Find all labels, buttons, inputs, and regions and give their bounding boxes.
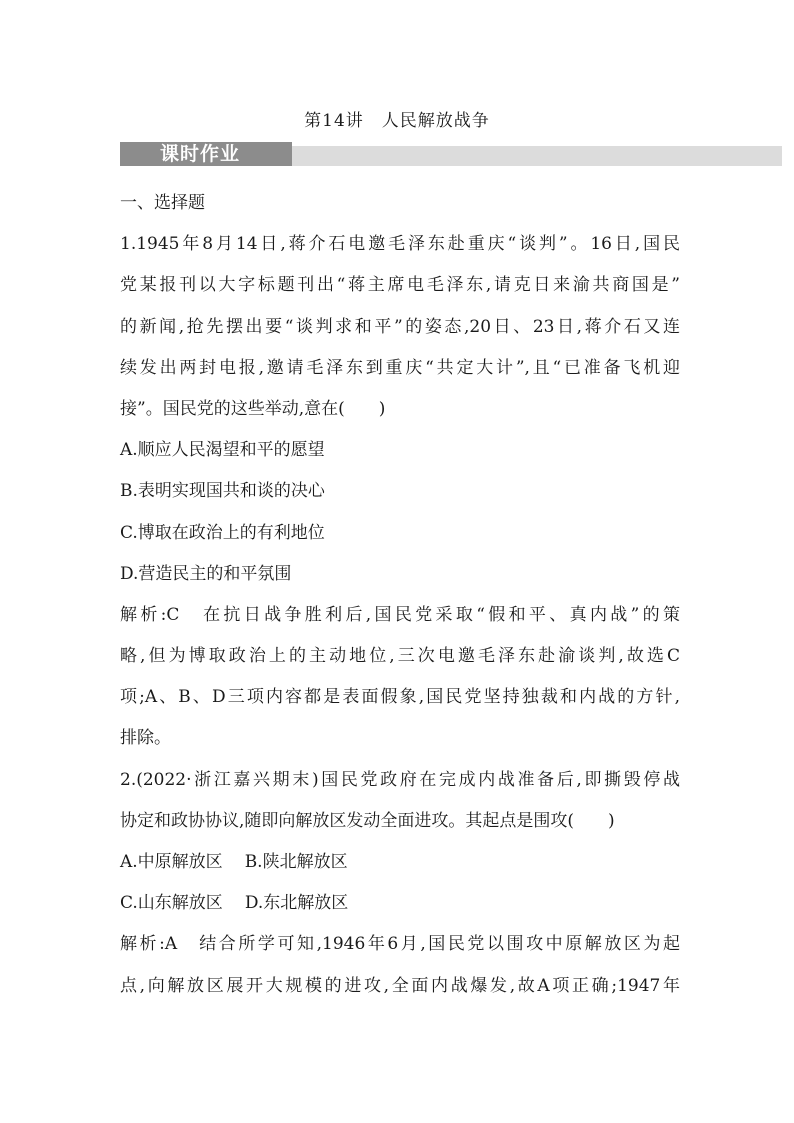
question-1-analysis-line: 项;A、B、D三项内容都是表面假象,国民党坚持独裁和内战的方针, [120,687,680,708]
question-2-option-b: B.陕北解放区 [244,852,348,872]
question-2-analysis-line: 解析:A 结合所学可知,1946年6月,国民党以围攻中原解放区为起 [120,934,680,955]
question-1-line: 党某报刊以大字标题刊出“蒋主席电毛泽东,请克日来渝共商国是” [120,275,680,296]
question-1-option-b: B.表明实现国共和谈的决心 [120,481,325,502]
question-1 [120,224,680,759]
banner-label: 课时作业 [120,142,292,166]
question-1-analysis-line: 略,但为博取政治上的主动地位,三次电邀毛泽东赴渝谈判,故选C [120,646,680,667]
question-2-line: 2.(2022·浙江嘉兴期末)国民党政府在完成内战准备后,即撕毁停战 [120,769,680,790]
question-1-option-d: D.营造民主的和平氛围 [120,563,292,584]
section-banner [120,142,782,166]
question-2 [120,760,680,1007]
question-1-line: 的新闻,抢先摆出要“谈判求和平”的姿态,20日、23日,蒋介石又连 [120,316,680,337]
question-2-analysis-line: 点,向解放区展开大规模的进攻,全面内战爆发,故A项正确;1947年 [120,975,680,996]
question-1-analysis-line: 排除。 [120,728,171,749]
question-2-options-row-1 [120,842,680,883]
question-1-line: 1.1945年8月14日,蒋介石电邀毛泽东赴重庆“谈判”。16日,国民 [120,234,680,255]
question-1-line: 接”。国民党的这些举动,意在( ) [120,398,386,419]
question-1-option-a: A.顺应人民渴望和平的愿望 [120,440,325,461]
question-1-option-c: C.博取在政治上的有利地位 [120,522,325,543]
question-2-option-d: D.东北解放区 [244,893,349,914]
question-1-line: 续发出两封电报,邀请毛泽东到重庆“共定大计”,且“已准备飞机迎 [120,357,680,378]
question-1-analysis-line: 解析:C 在抗日战争胜利后,国民党采取“假和平、真内战”的策 [120,604,680,625]
question-2-options-row-2 [120,883,680,924]
question-content [120,183,680,1007]
lesson-title: 第14讲 人民解放战争 [304,111,490,131]
question-2-line: 协定和政协协议,随即向解放区发动全面进攻。其起点是围攻( ) [120,810,615,831]
question-2-option-c: C.山东解放区 [120,893,223,914]
section-heading: 一、选择题 [120,193,205,213]
question-2-option-a: A.中原解放区 [120,852,223,872]
